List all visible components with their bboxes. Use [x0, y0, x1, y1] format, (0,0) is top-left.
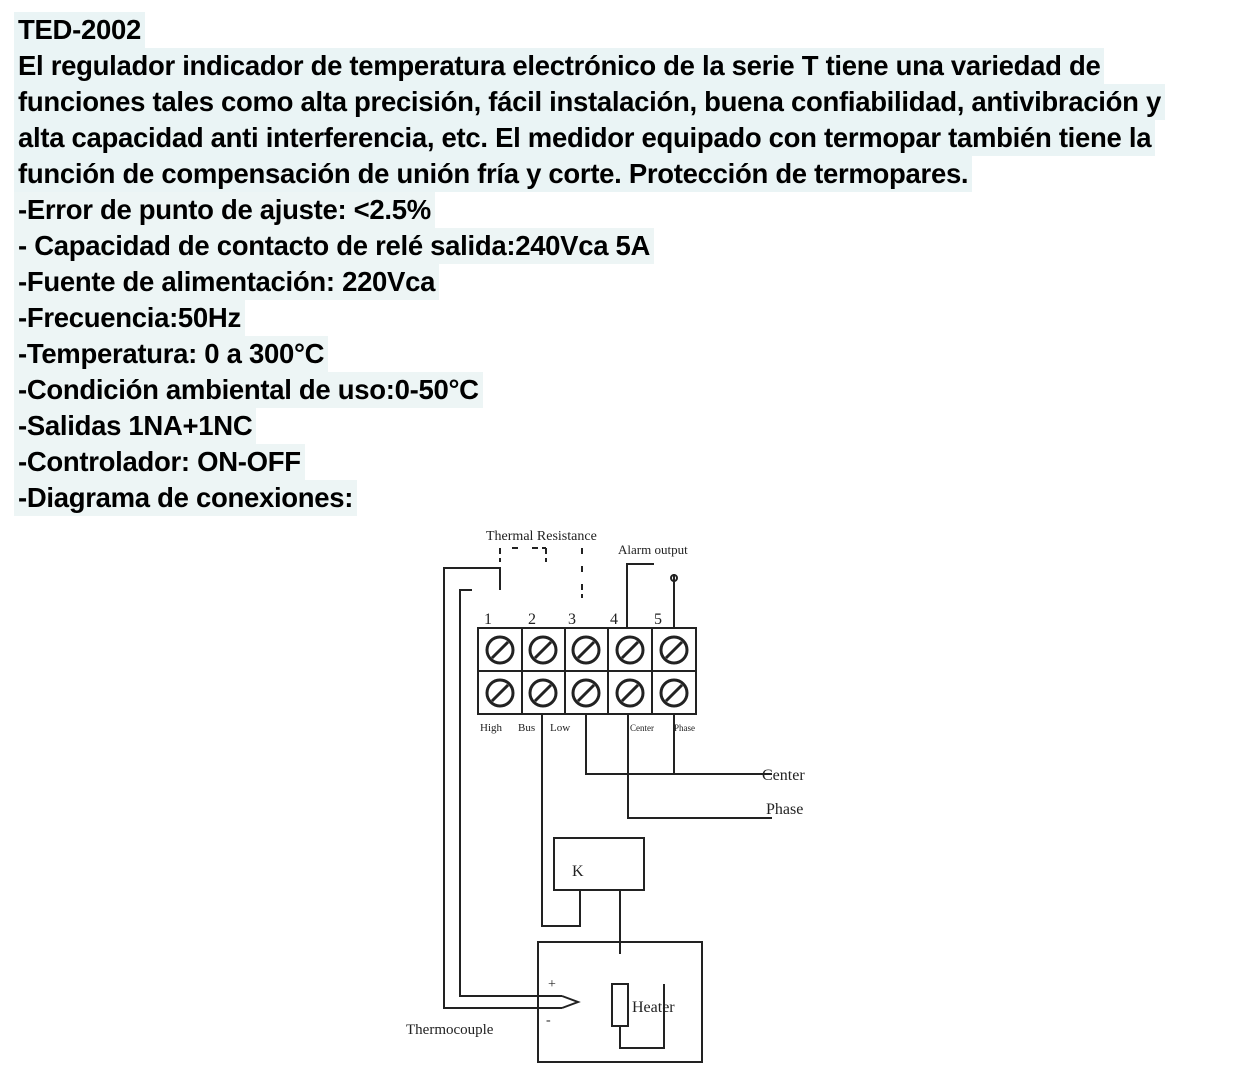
- thermocouple-label: Thermocouple: [406, 1022, 494, 1038]
- heater-wire: [620, 984, 664, 1048]
- terminal-number: 2: [528, 611, 536, 628]
- spec-line: - Capacidad de contacto de relé salida:240Vca 5A: [14, 228, 1232, 264]
- description-line: El regulador indicador de temperatura electrónico de la serie T tiene una variedad de: [14, 48, 1232, 84]
- terminal-label: Low: [550, 722, 571, 734]
- relay-box: [554, 838, 644, 890]
- terminal-number: 1: [484, 611, 492, 628]
- description-line: alta capacidad anti interferencia, etc. El medidor equipado con termopar también tiene la: [14, 120, 1232, 156]
- low-wire: [586, 714, 742, 774]
- terminal-label: Phase: [674, 723, 695, 733]
- product-title: TED-2002: [14, 12, 1232, 48]
- spec-line: -Fuente de alimentación: 220Vca: [14, 264, 1232, 300]
- terminal-label: Center: [630, 723, 654, 733]
- terminal-number: 4: [610, 611, 618, 628]
- product-description: [14, 12, 1232, 516]
- spec-line: -Frecuencia:50Hz: [14, 300, 1232, 336]
- thermal-resistance-label: Thermal Resistance: [486, 529, 597, 544]
- heater-label: Heater: [632, 999, 675, 1016]
- spec-line: -Temperatura: 0 a 300°C: [14, 336, 1232, 372]
- spec-line: -Diagrama de conexiones:: [14, 480, 1232, 516]
- spec-line: -Salidas 1NA+1NC: [14, 408, 1232, 444]
- alarm-wire-4: [627, 564, 654, 628]
- terminal-label: High: [480, 722, 502, 734]
- spec-line: -Condición ambiental de uso:0-50°C: [14, 372, 1232, 408]
- description-line: función de compensación de unión fría y corte. Protección de termopares.: [14, 156, 1232, 192]
- terminal-number: 5: [654, 611, 662, 628]
- terminal-number: 3: [568, 611, 576, 628]
- plus-sign: +: [548, 977, 556, 992]
- minus-sign: -: [546, 1013, 551, 1028]
- heater-element: [612, 984, 628, 1026]
- wiring-diagram: [392, 518, 840, 1078]
- spec-line: -Controlador: ON-OFF: [14, 444, 1232, 480]
- spec-line: -Error de punto de ajuste: <2.5%: [14, 192, 1232, 228]
- center-label: Center: [762, 767, 805, 784]
- phase-label: Phase: [766, 801, 804, 818]
- relay-wire-left: [542, 714, 580, 926]
- terminal-label: Bus: [518, 722, 536, 734]
- alarm-output-label: Alarm output: [618, 542, 688, 557]
- description-line: funciones tales como alta precisión, fácil instalación, buena confiabilidad, antivibración y: [14, 84, 1232, 120]
- relay-label: K: [572, 863, 584, 880]
- thermocouple-tip: [562, 996, 578, 1008]
- thermal-resistance-dashes: [500, 548, 582, 598]
